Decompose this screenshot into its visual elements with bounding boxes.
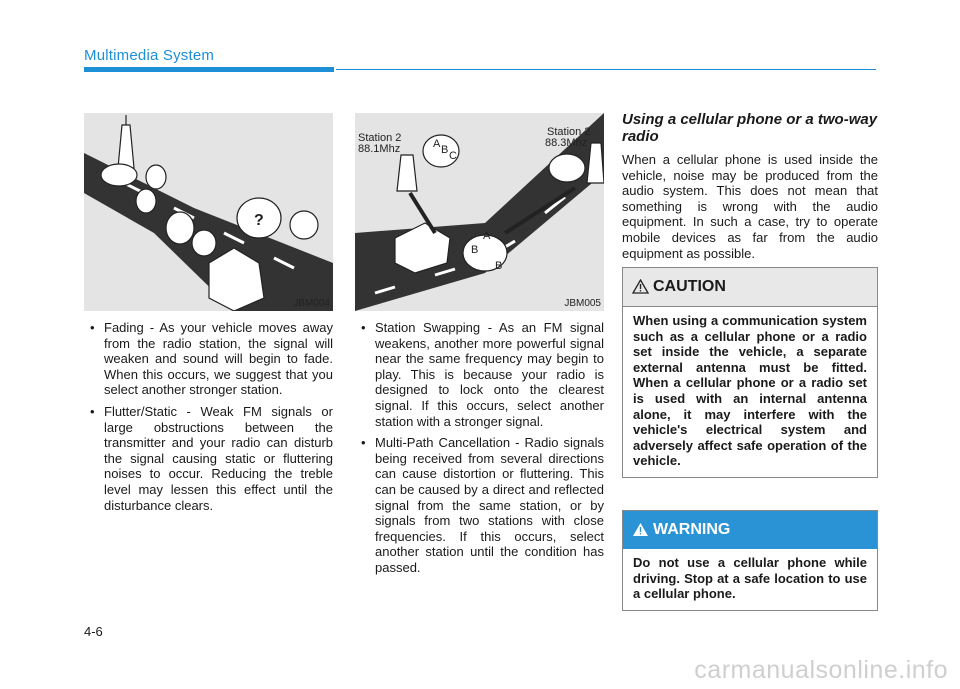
svg-text:C: C	[449, 150, 457, 162]
figure-caption: JBM004	[293, 298, 330, 309]
caution-box	[622, 267, 878, 478]
svg-text:B: B	[471, 244, 479, 256]
svg-text:?: ?	[254, 212, 264, 229]
figure-fading	[84, 113, 333, 311]
column-2	[355, 320, 604, 582]
station-left-freq: 88.1Mhz	[358, 143, 401, 155]
station-right-name: Station 2	[547, 126, 591, 138]
list-item: • Flutter/Static - Weak FM signals or large obstructions between the transmitter and your radio can disturb the signal causing static or fluttering noises to occur. Reducing the treble level may lessen this effect until the disturbance clears.	[90, 403, 333, 513]
svg-text:A: A	[433, 138, 441, 150]
warning-text: Do not use a cellular phone while driving. Stop at a safe location to use a cellular phone.	[633, 555, 867, 602]
bullet-icon: •	[90, 403, 95, 419]
svg-text:B: B	[495, 260, 503, 272]
page-number: 4-6	[84, 624, 103, 639]
intro-paragraph: When a cellular phone is used inside the vehicle, noise may be produced from the audio system. This does not mean that something is wrong with the audio equipment. In such a case, try to operate mobile devices as far from the audio equipment as possible.	[622, 152, 878, 261]
svg-text:A: A	[483, 230, 491, 242]
header-rule	[336, 69, 876, 70]
svg-text:B: B	[441, 144, 449, 156]
bullet-icon: •	[361, 320, 366, 335]
figure-caption: JBM005	[564, 298, 601, 309]
warning-triangle-icon	[632, 522, 649, 537]
station-left-name: Station 2	[358, 132, 402, 144]
station-right-freq: 88.3Mhz	[545, 137, 588, 149]
watermark: carmanualsonline.info	[694, 656, 948, 684]
header-accent-bar	[84, 67, 334, 72]
caution-header	[623, 268, 877, 307]
caution-text: When using a communication system such as a cellular phone or a radio set inside the vehicle, a separate external antenna must be fitted. When a cellular phone or a radio set is used with an internal antenna alone, it may interfere with the vehicle's electrical system and adversely affect safe operation of the vehicle.	[633, 313, 867, 469]
figure-station-swapping	[355, 113, 604, 311]
bullet-icon: •	[90, 320, 95, 335]
caution-title: CAUTION	[653, 278, 726, 295]
subsection-heading: Using a cellular phone or a two-way radio	[622, 111, 878, 145]
column-1	[84, 320, 333, 519]
bullet-list	[84, 320, 333, 513]
bullet-icon: •	[361, 435, 366, 451]
list-item: • Station Swapping - As an FM signal weakens, another more powerful signal near the same frequency may begin to play. This is because your radio is designed to lock onto the clearest signal. If this occurs, select another station with a stronger signal.	[361, 320, 604, 429]
list-item: • Fading - As your vehicle moves away from the radio station, the signal will weaken and sound will begin to fade. When this occurs, we suggest that you select another stronger station.	[90, 320, 333, 398]
section-title: Multimedia System	[84, 47, 215, 64]
warning-box	[622, 510, 878, 611]
list-item: • Multi-Path Cancellation - Radio signals being received from several directions can cause distortion or fluttering. This can be caused by a direct and reflected signal from the same station, or by signals from two stations with close frequencies. If this occurs, select another station until the condition has passed.	[361, 435, 604, 575]
fading-illustration	[84, 113, 333, 311]
station-swapping-illustration	[355, 113, 604, 311]
caution-triangle-icon	[632, 279, 649, 294]
warning-header	[623, 511, 877, 549]
bullet-list	[355, 320, 604, 576]
warning-title: WARNING	[653, 521, 731, 538]
